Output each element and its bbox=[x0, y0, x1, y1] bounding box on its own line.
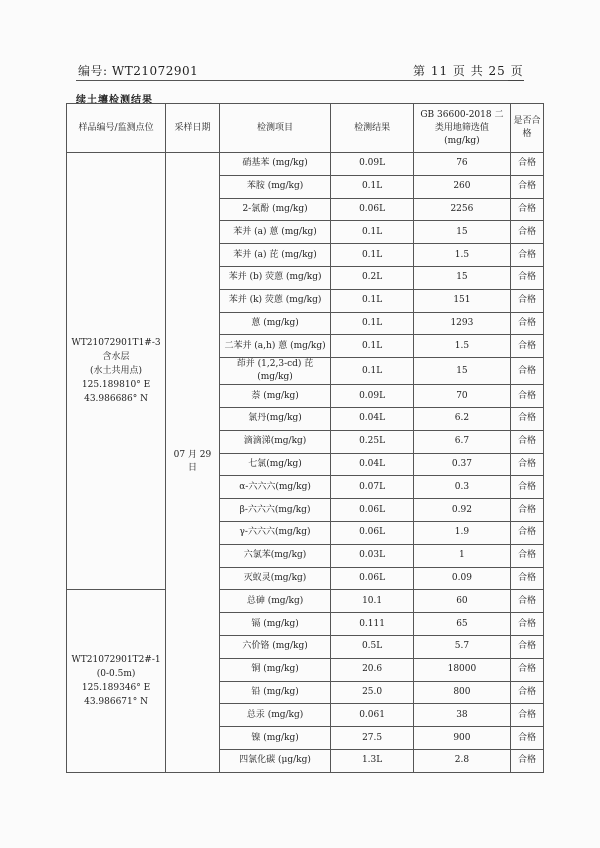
cell-item: 二苯并 (a,h) 蒽 (mg/kg) bbox=[219, 335, 331, 358]
cell-result: 0.04L bbox=[331, 453, 414, 476]
cell-qualified: 合格 bbox=[510, 198, 543, 221]
cell-item: 镉 (mg/kg) bbox=[219, 613, 331, 636]
cell-standard: 15 bbox=[413, 266, 510, 289]
cell-item: 萘 (mg/kg) bbox=[219, 385, 331, 408]
cell-standard: 0.37 bbox=[413, 453, 510, 476]
cell-qualified: 合格 bbox=[510, 521, 543, 544]
col-header-standard: GB 36600-2018 二类用地筛选值 (mg/kg) bbox=[413, 104, 510, 153]
cell-standard: 800 bbox=[413, 681, 510, 704]
cell-standard: 60 bbox=[413, 590, 510, 613]
cell-qualified: 合格 bbox=[510, 266, 543, 289]
cell-result: 0.2L bbox=[331, 266, 414, 289]
cell-result: 0.09L bbox=[331, 385, 414, 408]
cell-result: 0.07L bbox=[331, 476, 414, 499]
cell-result: 0.06L bbox=[331, 198, 414, 221]
monitoring-point-cell bbox=[67, 590, 166, 772]
cell-item: 蒽 (mg/kg) bbox=[219, 312, 331, 335]
table-row bbox=[67, 153, 544, 176]
cell-standard: 38 bbox=[413, 704, 510, 727]
cell-result: 0.04L bbox=[331, 407, 414, 430]
col-header-item: 检测项目 bbox=[219, 104, 331, 153]
cell-qualified: 合格 bbox=[510, 385, 543, 408]
cell-item: 苯胺 (mg/kg) bbox=[219, 175, 331, 198]
cell-standard: 6.2 bbox=[413, 407, 510, 430]
cell-result: 0.06L bbox=[331, 499, 414, 522]
cell-item: 四氯化碳 (μg/kg) bbox=[219, 749, 331, 772]
cell-standard: 0.92 bbox=[413, 499, 510, 522]
cell-standard: 18000 bbox=[413, 658, 510, 681]
cell-item: 苯并 (k) 荧蒽 (mg/kg) bbox=[219, 289, 331, 312]
cell-qualified: 合格 bbox=[510, 153, 543, 176]
cell-qualified: 合格 bbox=[510, 175, 543, 198]
cell-result: 0.111 bbox=[331, 613, 414, 636]
cell-result: 0.1L bbox=[331, 289, 414, 312]
cell-result: 0.1L bbox=[331, 335, 414, 358]
cell-item: 苯并 (a) 蒽 (mg/kg) bbox=[219, 221, 331, 244]
monitoring-point-line: 125.189346° E bbox=[81, 683, 151, 694]
cell-qualified: 合格 bbox=[510, 476, 543, 499]
cell-standard: 1.5 bbox=[413, 335, 510, 358]
cell-qualified: 合格 bbox=[510, 312, 543, 335]
cell-item: 2-氯酚 (mg/kg) bbox=[219, 198, 331, 221]
col-header-date: 采样日期 bbox=[166, 104, 220, 153]
cell-standard: 15 bbox=[413, 221, 510, 244]
monitoring-point-line: 43.986686° N bbox=[84, 394, 148, 405]
cell-result: 0.09L bbox=[331, 153, 414, 176]
cell-item: 苯并 (b) 荧蒽 (mg/kg) bbox=[219, 266, 331, 289]
cell-standard: 260 bbox=[413, 175, 510, 198]
monitoring-point-line: 43.986671° N bbox=[84, 697, 148, 708]
cell-standard: 900 bbox=[413, 727, 510, 750]
cell-standard: 1.9 bbox=[413, 521, 510, 544]
cell-result: 0.061 bbox=[331, 704, 414, 727]
report-number: 编号: WT21072901 bbox=[78, 64, 199, 78]
cell-result: 0.25L bbox=[331, 430, 414, 453]
cell-result: 10.1 bbox=[331, 590, 414, 613]
monitoring-point-line: (0-0.5m) bbox=[96, 669, 136, 680]
cell-qualified: 合格 bbox=[510, 335, 543, 358]
monitoring-point-line: 125.189810° E bbox=[81, 380, 151, 391]
cell-item: 六氯苯(mg/kg) bbox=[219, 544, 331, 567]
cell-item: 镍 (mg/kg) bbox=[219, 727, 331, 750]
cell-qualified: 合格 bbox=[510, 453, 543, 476]
cell-qualified: 合格 bbox=[510, 613, 543, 636]
cell-result: 0.1L bbox=[331, 358, 414, 385]
monitoring-point-line: 含水层 bbox=[102, 352, 130, 363]
cell-item: 总汞 (mg/kg) bbox=[219, 704, 331, 727]
cell-item: β-六六六(mg/kg) bbox=[219, 499, 331, 522]
cell-standard: 2.8 bbox=[413, 749, 510, 772]
cell-result: 1.3L bbox=[331, 749, 414, 772]
cell-standard: 6.7 bbox=[413, 430, 510, 453]
cell-item: 苯并 (a) 芘 (mg/kg) bbox=[219, 244, 331, 267]
cell-item: 铜 (mg/kg) bbox=[219, 658, 331, 681]
header-rule bbox=[76, 80, 508, 81]
cell-qualified: 合格 bbox=[510, 499, 543, 522]
cell-item: α-六六六(mg/kg) bbox=[219, 476, 331, 499]
cell-qualified: 合格 bbox=[510, 221, 543, 244]
sampling-date-cell: 07 月 29 日 bbox=[166, 153, 220, 773]
cell-result: 0.1L bbox=[331, 312, 414, 335]
cell-qualified: 合格 bbox=[510, 681, 543, 704]
cell-standard: 2256 bbox=[413, 198, 510, 221]
monitoring-point-line: WT21072901T1#-3 bbox=[71, 338, 161, 349]
cell-qualified: 合格 bbox=[510, 289, 543, 312]
soil-results-table bbox=[66, 103, 544, 773]
cell-item: 铅 (mg/kg) bbox=[219, 681, 331, 704]
cell-qualified: 合格 bbox=[510, 658, 543, 681]
cell-standard: 70 bbox=[413, 385, 510, 408]
cell-standard: 1 bbox=[413, 544, 510, 567]
cell-qualified: 合格 bbox=[510, 749, 543, 772]
monitoring-point-line: (水土共用点) bbox=[90, 366, 143, 377]
section-title: 续土壤检测结果 bbox=[76, 95, 153, 106]
cell-standard: 1.5 bbox=[413, 244, 510, 267]
cell-result: 20.6 bbox=[331, 658, 414, 681]
cell-result: 0.06L bbox=[331, 567, 414, 590]
monitoring-point-line: WT21072901T2#-1 bbox=[71, 655, 161, 666]
cell-standard: 0.3 bbox=[413, 476, 510, 499]
cell-item: 茚并 (1,2,3-cd) 芘 (mg/kg) bbox=[219, 358, 331, 385]
cell-item: 硝基苯 (mg/kg) bbox=[219, 153, 331, 176]
cell-standard: 0.09 bbox=[413, 567, 510, 590]
cell-qualified: 合格 bbox=[510, 244, 543, 267]
cell-standard: 1293 bbox=[413, 312, 510, 335]
cell-qualified: 合格 bbox=[510, 590, 543, 613]
cell-result: 25.0 bbox=[331, 681, 414, 704]
cell-qualified: 合格 bbox=[510, 567, 543, 590]
cell-item: 滴滴涕(mg/kg) bbox=[219, 430, 331, 453]
table-header-row bbox=[67, 104, 544, 153]
cell-item: 氯丹(mg/kg) bbox=[219, 407, 331, 430]
page-info: 第 11 页 共 25 页 bbox=[413, 62, 524, 81]
cell-result: 0.06L bbox=[331, 521, 414, 544]
cell-standard: 15 bbox=[413, 358, 510, 385]
cell-item: 六价铬 (mg/kg) bbox=[219, 635, 331, 658]
cell-result: 27.5 bbox=[331, 727, 414, 750]
cell-item: 灭蚁灵(mg/kg) bbox=[219, 567, 331, 590]
cell-standard: 151 bbox=[413, 289, 510, 312]
cell-standard: 65 bbox=[413, 613, 510, 636]
cell-standard: 5.7 bbox=[413, 635, 510, 658]
cell-result: 0.1L bbox=[331, 244, 414, 267]
table-row bbox=[67, 590, 544, 613]
cell-standard: 76 bbox=[413, 153, 510, 176]
cell-result: 0.5L bbox=[331, 635, 414, 658]
cell-qualified: 合格 bbox=[510, 430, 543, 453]
cell-qualified: 合格 bbox=[510, 704, 543, 727]
cell-qualified: 合格 bbox=[510, 727, 543, 750]
cell-qualified: 合格 bbox=[510, 544, 543, 567]
table-body bbox=[67, 153, 544, 773]
cell-qualified: 合格 bbox=[510, 358, 543, 385]
cell-result: 0.1L bbox=[331, 175, 414, 198]
cell-item: 七氯(mg/kg) bbox=[219, 453, 331, 476]
col-header-result: 检测结果 bbox=[331, 104, 414, 153]
col-header-point: 样品编号/监测点位 bbox=[67, 104, 166, 153]
cell-result: 0.03L bbox=[331, 544, 414, 567]
cell-result: 0.1L bbox=[331, 221, 414, 244]
monitoring-point-cell bbox=[67, 153, 166, 590]
cell-item: 总砷 (mg/kg) bbox=[219, 590, 331, 613]
cell-qualified: 合格 bbox=[510, 635, 543, 658]
col-header-qualified: 是否合格 bbox=[510, 104, 543, 153]
cell-qualified: 合格 bbox=[510, 407, 543, 430]
cell-item: γ-六六六(mg/kg) bbox=[219, 521, 331, 544]
